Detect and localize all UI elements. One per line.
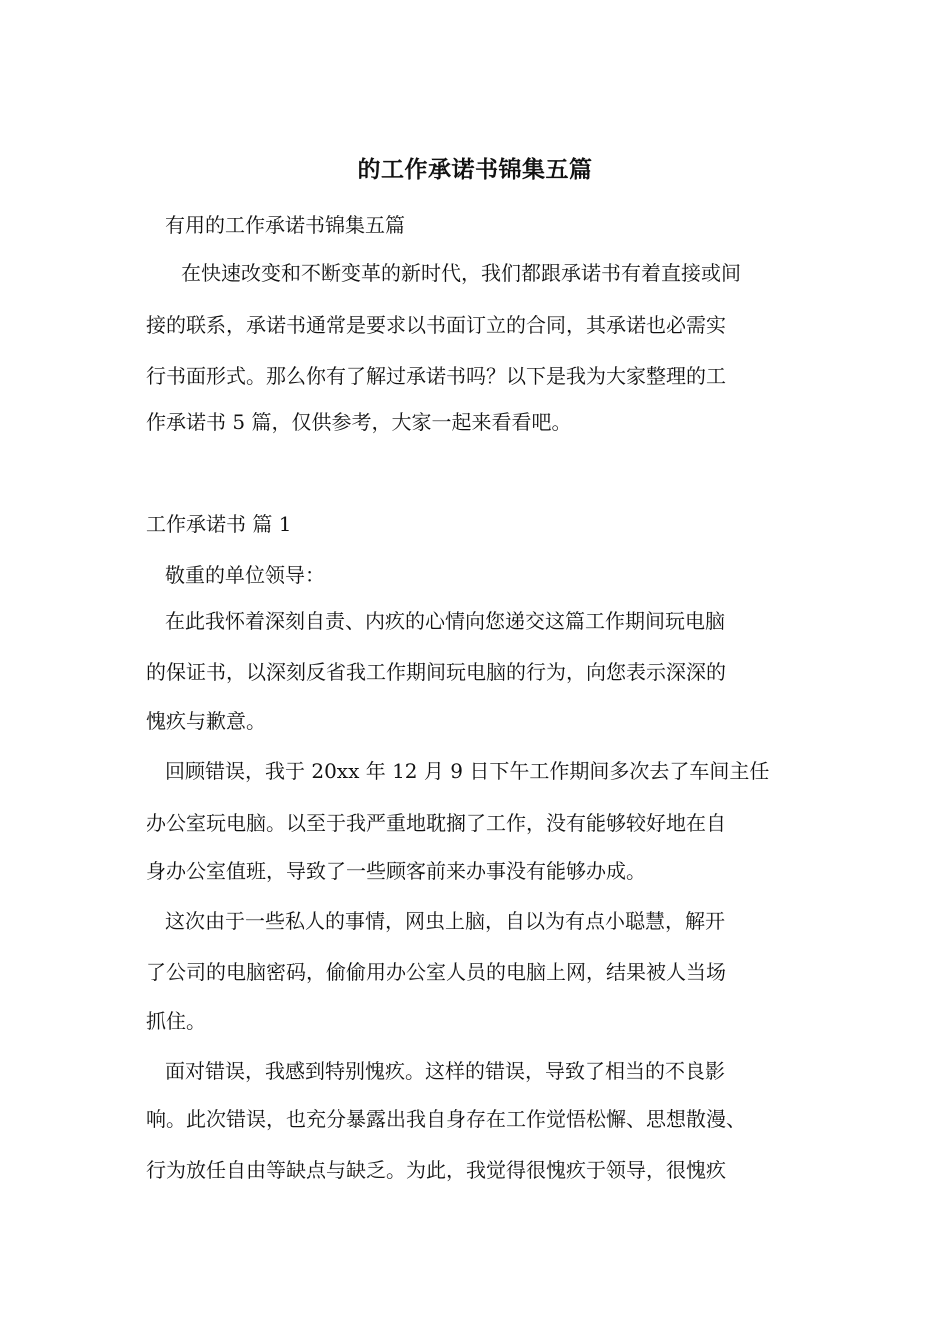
- paragraph-line: 行书面形式。那么你有了解过承诺书吗？以下是我为大家整理的工: [146, 364, 726, 388]
- paragraph-line: 响。此次错误，也充分暴露出我自身存在工作觉悟松懈、思想散漫、: [146, 1107, 746, 1131]
- salutation: 敬重的单位领导：: [165, 563, 325, 587]
- paragraph-line: 作承诺书 5 篇，仅供参考，大家一起来看看吧。: [146, 410, 572, 434]
- paragraph-line: 愧疚与歉意。: [146, 709, 266, 733]
- paragraph-line: 抓住。: [146, 1009, 206, 1033]
- document-subtitle: 有用的工作承诺书锦集五篇: [165, 213, 405, 237]
- paragraph-line: 行为放任自由等缺点与缺乏。为此，我觉得很愧疚于领导，很愧疚: [146, 1158, 726, 1182]
- paragraph-line: 这次由于一些私人的事情，网虫上脑，自以为有点小聪慧，解开: [165, 909, 725, 933]
- paragraph-line: 了公司的电脑密码，偷偷用办公室人员的电脑上网，结果被人当场: [146, 960, 726, 984]
- paragraph-line: 办公室玩电脑。以至于我严重地耽搁了工作，没有能够较好地在自: [146, 811, 726, 835]
- section-heading: 工作承诺书 篇 1: [146, 512, 292, 536]
- paragraph-line: 在快速改变和不断变革的新时代，我们都跟承诺书有着直接或间: [181, 261, 741, 285]
- paragraph-line: 的保证书，以深刻反省我工作期间玩电脑的行为，向您表示深深的: [146, 660, 726, 684]
- paragraph-line: 身办公室值班，导致了一些顾客前来办事没有能够办成。: [146, 859, 646, 883]
- document-title: 的工作承诺书锦集五篇: [357, 156, 593, 183]
- paragraph-line: 面对错误，我感到特别愧疚。这样的错误，导致了相当的不良影: [165, 1059, 725, 1083]
- paragraph-line: 在此我怀着深刻自责、内疚的心情向您递交这篇工作期间玩电脑: [165, 609, 725, 633]
- paragraph-line: 接的联系，承诺书通常是要求以书面订立的合同，其承诺也必需实: [146, 313, 726, 337]
- paragraph-line: 回顾错误，我于 20xx 年 12 月 9 日下午工作期间多次去了车间主任: [165, 759, 770, 783]
